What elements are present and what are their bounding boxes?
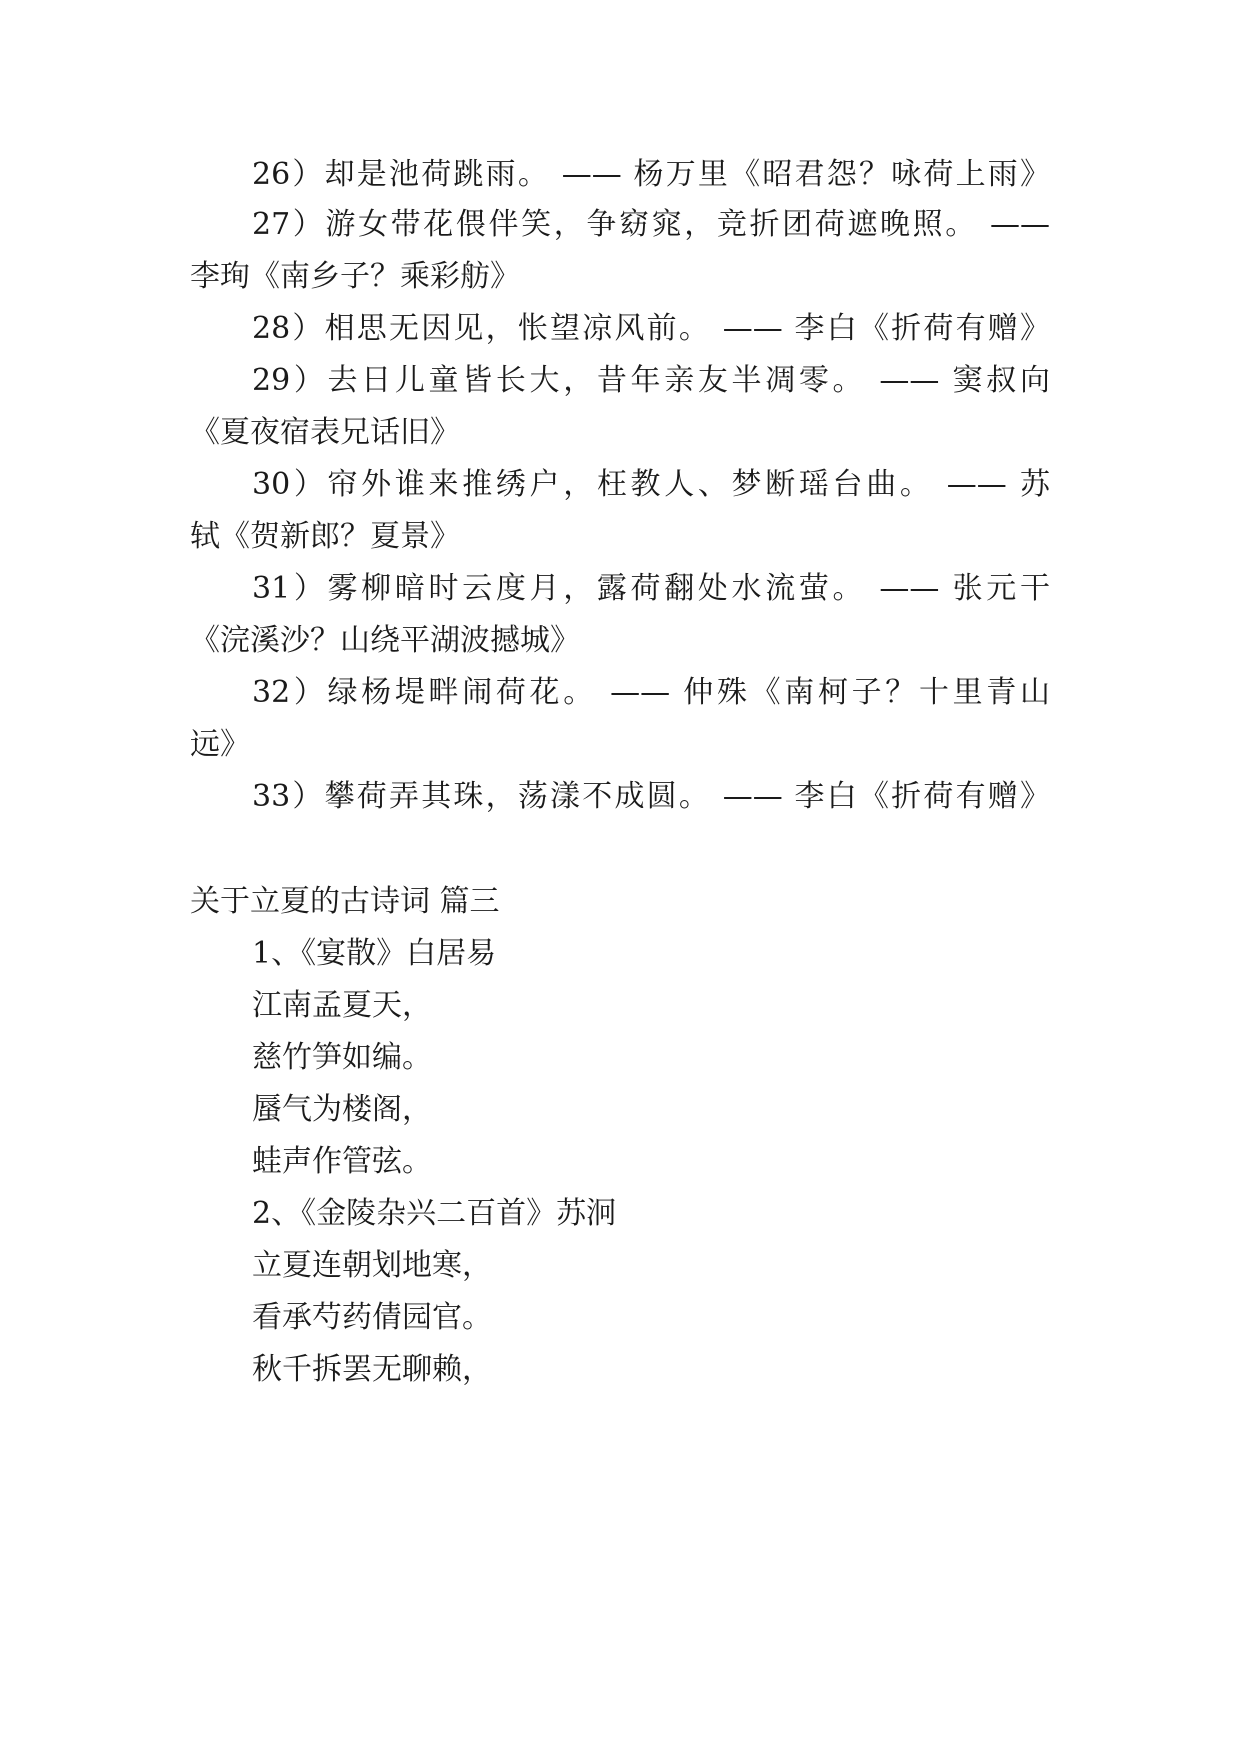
quote-item bbox=[252, 569, 1050, 609]
item-number: 33） bbox=[252, 779, 325, 814]
poem-line: 蛙声作管弦。 bbox=[252, 1144, 432, 1179]
item-number: 26） bbox=[252, 157, 325, 192]
quote-item-continuation: 远》 bbox=[190, 727, 250, 762]
quote-item bbox=[252, 777, 1050, 817]
item-text: 相思无因见，怅望凉风前。 —— 李白《折荷有赠》 bbox=[324, 311, 1050, 346]
quote-item-continuation: 轼《贺新郎？夏景》 bbox=[190, 519, 460, 554]
quote-item bbox=[252, 673, 1050, 713]
item-text: 帘外谁来推绣户，枉教人、梦断瑶台曲。 —— 苏 bbox=[327, 467, 1050, 502]
poem-title: 2、《金陵杂兴二百首》苏泂 bbox=[252, 1196, 617, 1231]
item-text: 却是池荷跳雨。 —— 杨万里《昭君怨？咏荷上雨》 bbox=[324, 157, 1050, 192]
poem-line: 立夏连朝划地寒， bbox=[252, 1248, 492, 1283]
poem-line: 秋千拆罢无聊赖， bbox=[252, 1352, 492, 1387]
quote-item bbox=[252, 155, 1050, 195]
item-text: 攀荷弄其珠，荡漾不成圆。 —— 李白《折荷有赠》 bbox=[324, 779, 1050, 814]
item-number: 31） bbox=[252, 571, 328, 606]
item-number: 32） bbox=[252, 675, 328, 710]
poem-line: 蜃气为楼阁， bbox=[252, 1092, 432, 1127]
quote-item-continuation: 《夏夜宿表兄话旧》 bbox=[190, 415, 460, 450]
item-number: 27） bbox=[252, 207, 326, 242]
item-number: 29） bbox=[252, 363, 328, 398]
item-number: 28） bbox=[252, 311, 325, 346]
poem-line: 江南孟夏天， bbox=[252, 988, 432, 1023]
quote-item bbox=[252, 465, 1050, 505]
item-number: 30） bbox=[252, 467, 328, 502]
poem-line: 慈竹笋如编。 bbox=[252, 1040, 432, 1075]
item-text: 游女带花偎伴笑，争窈窕，竞折团荷遮晚照。 —— bbox=[325, 207, 1050, 242]
item-text: 去日儿童皆长大，昔年亲友半凋零。 —— 窦叔向 bbox=[327, 363, 1050, 398]
quote-item-continuation: 《浣溪沙？山绕平湖波撼城》 bbox=[190, 623, 580, 658]
quote-item bbox=[252, 205, 1050, 245]
quote-item bbox=[252, 361, 1050, 401]
quote-item-continuation: 李珣《南乡子？乘彩舫》 bbox=[190, 259, 520, 294]
poem-line: 看承芍药倩园官。 bbox=[252, 1300, 492, 1335]
poem-title: 1、《宴散》白居易 bbox=[252, 936, 497, 971]
quote-item bbox=[252, 309, 1050, 349]
section-heading: 关于立夏的古诗词 篇三 bbox=[190, 884, 500, 919]
item-text: 绿杨堤畔闹荷花。 —— 仲殊《南柯子？十里青山 bbox=[327, 675, 1050, 710]
item-text: 雾柳暗时云度月，露荷翻处水流萤。 —— 张元干 bbox=[327, 571, 1050, 606]
